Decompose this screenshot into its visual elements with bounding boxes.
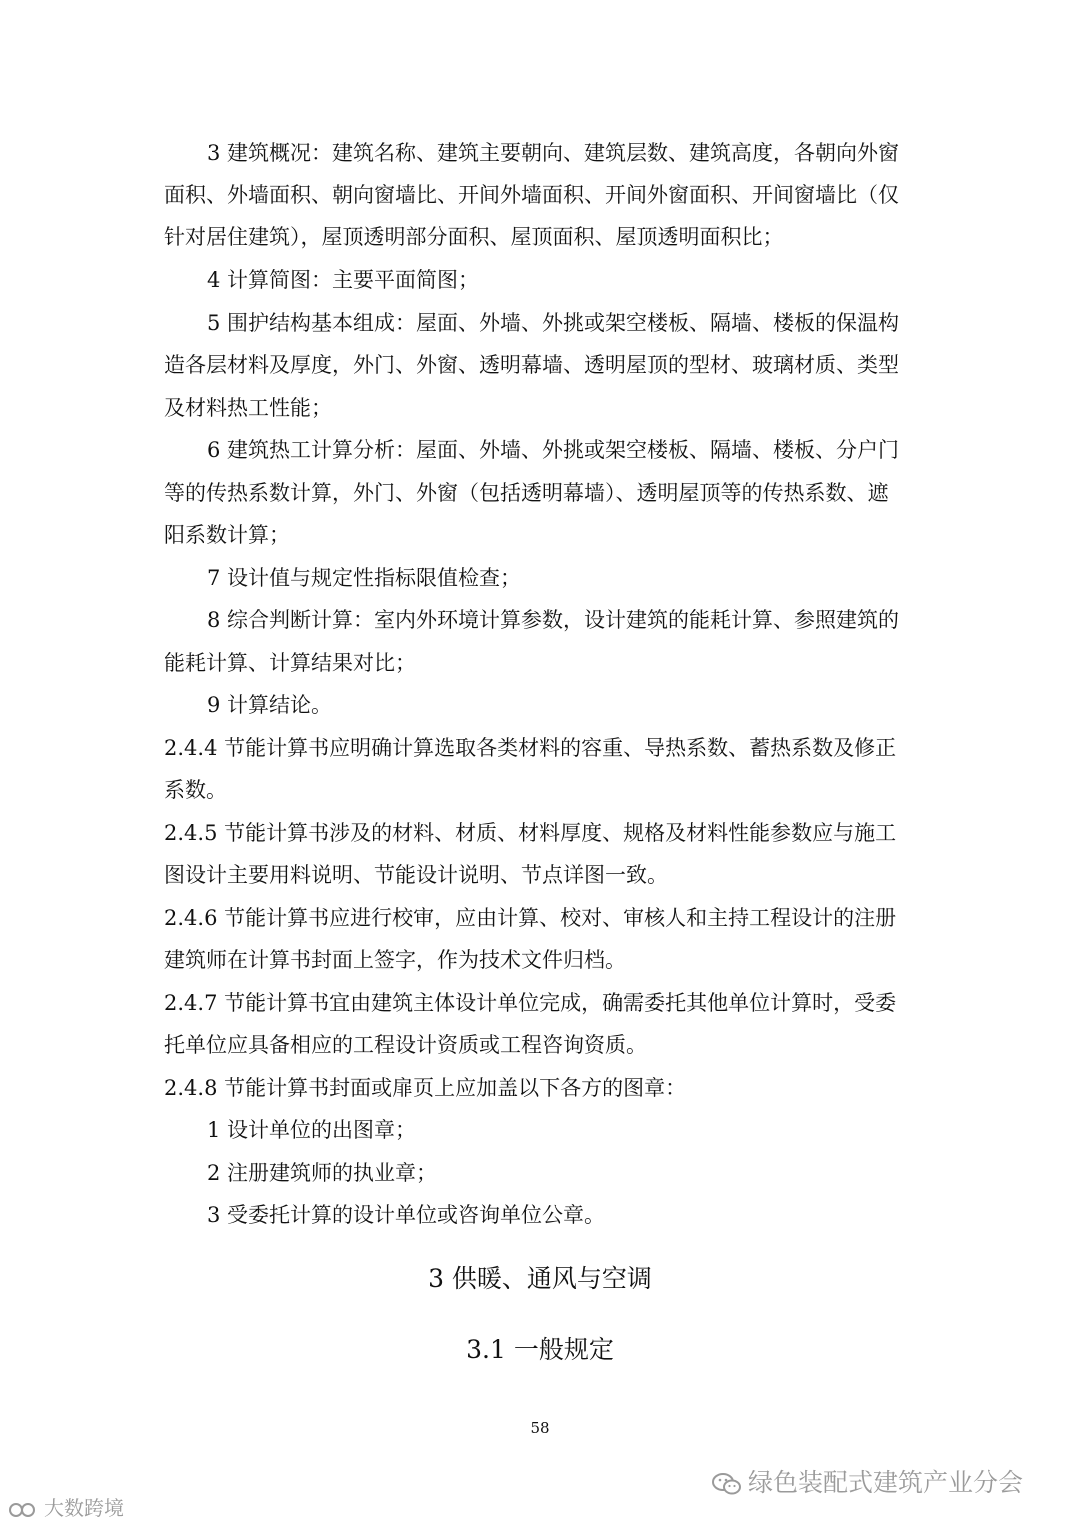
text-line: 2.4.6 节能计算书应进行校审，应由计算、校对、审核人和主持工程设计的注册 [164,906,897,930]
text-line: 针对居住建筑），屋顶透明部分面积、屋顶面积、屋顶透明面积比； [164,225,784,249]
text-line: 6 建筑热工计算分析：屋面、外墙、外挑或架空楼板、隔墙、楼板、分户门 [207,438,900,462]
text-line: 5 围护结构基本组成：屋面、外墙、外挑或架空楼板、隔墙、楼板的保温构 [207,311,900,335]
text-line: 2.4.5 节能计算书涉及的材料、材质、材料厚度、规格及材料性能参数应与施工 [164,821,897,845]
wechat-icon [712,1472,742,1496]
text-line: 2.4.4 节能计算书应明确计算选取各类材料的容重、导热系数、蓄热系数及修正 [164,736,897,760]
text-line: 能耗计算、计算结果对比； [164,651,416,675]
text-line: 面积、外墙面积、朝向窗墙比、开间外墙面积、开间外窗面积、开间窗墙比（仅 [164,183,899,207]
watermark-right-text: 绿色装配式建筑产业分会 [748,1468,1024,1497]
text-line: 及材料热工性能； [164,396,332,420]
section-heading: 3.1 一般规定 [466,1335,614,1364]
chapter-heading: 3 供暖、通风与空调 [428,1264,652,1293]
text-line: 2 注册建筑师的执业章； [207,1161,438,1185]
text-line: 3 受委托计算的设计单位或咨询单位公章。 [207,1203,606,1227]
text-line: 7 设计值与规定性指标限值检查； [207,566,522,590]
text-line: 9 计算结论。 [207,693,333,717]
text-line: 建筑师在计算书封面上签字，作为技术文件归档。 [164,948,626,972]
text-line: 8 综合判断计算：室内外环境计算参数，设计建筑的能耗计算、参照建筑的 [207,608,900,632]
text-line: 造各层材料及厚度，外门、外窗、透明幕墙、透明屋顶的型材、玻璃材质、类型 [164,353,899,377]
text-line: 1 设计单位的出图章； [207,1118,417,1142]
watermark-right [712,1467,1023,1499]
text-line: 4 计算简图：主要平面简图； [207,268,480,292]
logo-icon [8,1498,38,1522]
text-line: 等的传热系数计算，外门、外窗（包括透明幕墙）、透明屋顶等的传热系数、遮 [164,481,889,505]
text-line: 托单位应具备相应的工程设计资质或工程咨询资质。 [164,1033,647,1057]
text-line: 2.4.8 节能计算书封面或扉页上应加盖以下各方的图章： [164,1076,687,1100]
text-line: 3 建筑概况：建筑名称、建筑主要朝向、建筑层数、建筑高度，各朝向外窗 [207,141,900,165]
page-number: 58 [530,1419,550,1437]
watermark-left-text: 大数跨境 [44,1496,124,1520]
watermark-left [8,1494,124,1522]
text-line: 系数。 [164,778,227,802]
text-line: 2.4.7 节能计算书宜由建筑主体设计单位完成，确需委托其他单位计算时，受委 [164,991,897,1015]
text-line: 阳系数计算； [164,523,290,547]
text-line: 图设计主要用料说明、节能设计说明、节点详图一致。 [164,863,668,887]
